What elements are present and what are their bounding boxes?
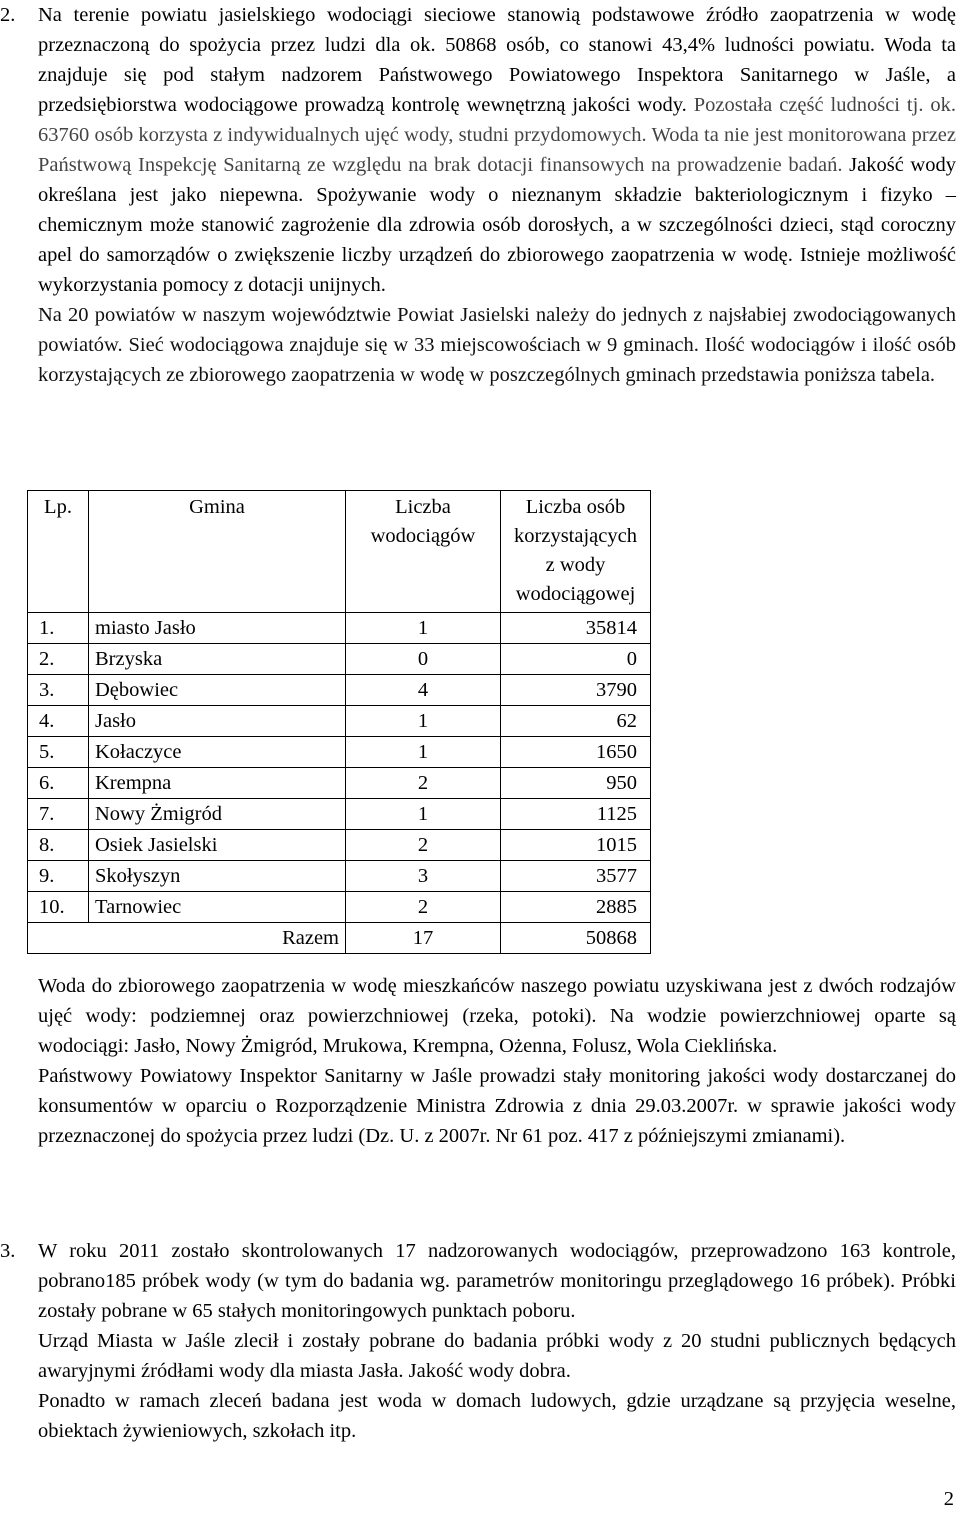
cell-lp: 7.: [28, 799, 89, 830]
paragraph: Urząd Miasta w Jaśle zlecił i zostały pobrane do badania próbki wody z 20 studni publicznych będących awaryjnymi źródłami wody dla miasta Jasła. Jakość wody dobra.: [38, 1330, 956, 1382]
header-liczba-wodociagow: Liczba wodociągów: [346, 491, 501, 613]
total-label: Razem: [28, 923, 346, 954]
cell-wodociagi: 1: [346, 706, 501, 737]
cell-lp: 8.: [28, 830, 89, 861]
cell-wodociagi: 1: [346, 737, 501, 768]
cell-wodociagi: 3: [346, 861, 501, 892]
paragraph-text: Jakość wody określana jest jako niepewna. Spożywanie wody o nieznanym składzie bakteriologicznym i fizyko –chemicznym może stanowić zagrożenie dla zdrowia osób dorosłych, a w szczególności dzieci, stąd coroczny apel do samorządów o zwiększenie liczby urządzeń do zbiorowego zaopatrzenia w wodę. Istnieje możliwość wykorzystania pomocy z dotacji unijnych.: [38, 154, 956, 296]
table-row: [28, 768, 651, 799]
cell-lp: 3.: [28, 675, 89, 706]
header-lp: Lp.: [28, 491, 89, 613]
cell-lp: 10.: [28, 892, 89, 923]
cell-gmina: Skołyszyn: [89, 861, 346, 892]
cell-osoby: 1015: [501, 830, 651, 861]
cell-wodociagi: 0: [346, 644, 501, 675]
header-gmina: Gmina: [89, 491, 346, 613]
section-number: 2.: [0, 4, 16, 26]
table-header-row: [28, 491, 651, 613]
table-row: [28, 613, 651, 644]
section-2-content: [38, 0, 956, 390]
paragraph: Ponadto w ramach zleceń badana jest woda w domach ludowych, gdzie urządzane są przyjęcia weselne, obiektach żywieniowych, szkołach itp.: [38, 1390, 956, 1442]
cell-osoby: 3577: [501, 861, 651, 892]
cell-osoby: 1650: [501, 737, 651, 768]
cell-lp: 2.: [28, 644, 89, 675]
table-row: [28, 737, 651, 768]
table-row: [28, 675, 651, 706]
paragraph-text: Na terenie powiatu jasielskiego wodociągi sieciowe stanowią podstawowe źródło zaopatrzenia w wodę przeznaczoną do spożycia przez ludzi dla ok. 50868 osób, co stanowi 43,4% ludności powiatu. Woda ta znajduje się pod stałym nadzorem Państwowego Powiatowego Inspektora Sanitarnego w Jaśle, a przedsiębiorstwa wodociągowe prowadzą kontrolę wewnętrzną jakości wody.: [38, 4, 956, 116]
cell-gmina: Osiek Jasielski: [89, 830, 346, 861]
paragraph-text: Pozostała część ludności tj. ok. 63760 osób korzysta z indywidualnych ujęć wody, studni przydomowych. Woda ta nie jest monitorowana przez Państwową Inspekcję Sanitarną ze względu na brak dotacji finansowych na prowadzenie badań.: [38, 94, 956, 176]
cell-wodociagi: 2: [346, 830, 501, 861]
cell-gmina: Kołaczyce: [89, 737, 346, 768]
cell-gmina: miasto Jasło: [89, 613, 346, 644]
table-row: [28, 830, 651, 861]
cell-lp: 4.: [28, 706, 89, 737]
paragraph: Państwowy Powiatowy Inspektor Sanitarny w Jaśle prowadzi stały monitoring jakości wody dostarczanej do konsumentów w oparciu o Rozporządzenie Ministra Zdrowia z dnia 29.03.2007r. w sprawie jakości wody przeznaczonej do spożycia przez ludzi (Dz. U. z 2007r. Nr 61 poz. 417 z późniejszymi zmianami).: [38, 1065, 956, 1147]
table-row: [28, 799, 651, 830]
cell-osoby: 62: [501, 706, 651, 737]
cell-osoby: 1125: [501, 799, 651, 830]
cell-lp: 9.: [28, 861, 89, 892]
cell-gmina: Nowy Żmigród: [89, 799, 346, 830]
paragraph: Na 20 powiatów w naszym województwie Powiat Jasielski należy do jednych z najsłabiej zwodociągowanych powiatów. Sieć wodociągowa znajduje się w 33 miejscowościach w 9 gminach. Ilość wodociągów i ilość osób korzystających ze zbiorowego zaopatrzenia w wodę w poszczególnych gminach przedstawia poniższa tabela.: [38, 304, 956, 386]
cell-osoby: 2885: [501, 892, 651, 923]
paragraph: [38, 0, 956, 300]
paragraph: W roku 2011 zostało skontrolowanych 17 nadzorowanych wodociągów, przeprowadzono 163 kontrole, pobrano185 próbek wody (w tym do badania wg. parametrów monitoringu przeglądowego 16 próbek). Próbki zostały pobrane w 65 stałych monitoringowych punktach poboru.: [38, 1240, 956, 1322]
cell-wodociagi: 1: [346, 799, 501, 830]
cell-wodociagi: 4: [346, 675, 501, 706]
page-number: 2: [943, 1488, 954, 1510]
cell-gmina: Dębowiec: [89, 675, 346, 706]
total-wodociagi: 17: [346, 923, 501, 954]
total-osoby: 50868: [501, 923, 651, 954]
cell-osoby: 3790: [501, 675, 651, 706]
header-liczba-osob: Liczba osób korzystających z wody wodociągowej: [501, 491, 651, 613]
cell-gmina: Brzyska: [89, 644, 346, 675]
cell-osoby: 35814: [501, 613, 651, 644]
section-3-content: [38, 1236, 956, 1446]
cell-gmina: Tarnowiec: [89, 892, 346, 923]
table-row: [28, 706, 651, 737]
cell-osoby: 950: [501, 768, 651, 799]
cell-gmina: Jasło: [89, 706, 346, 737]
table-total-row: [28, 923, 651, 954]
table-row: [28, 861, 651, 892]
table-row: [28, 644, 651, 675]
cell-wodociagi: 2: [346, 768, 501, 799]
cell-lp: 6.: [28, 768, 89, 799]
cell-lp: 5.: [28, 737, 89, 768]
paragraph: Woda do zbiorowego zaopatrzenia w wodę mieszkańców naszego powiatu uzyskiwana jest z dwóch rodzajów ujęć wody: podziemnej oraz powierzchniowej (rzeka, potoki). Na wodzie powierzchniowej oparte są wodociągi: Jasło, Nowy Żmigród, Mrukowa, Krempna, Ożenna, Folusz, Wola Cieklińska.: [38, 975, 956, 1057]
section-number: 3.: [0, 1240, 16, 1262]
cell-wodociagi: 1: [346, 613, 501, 644]
waterworks-table: [27, 490, 651, 954]
cell-osoby: 0: [501, 644, 651, 675]
table-row: [28, 892, 651, 923]
cell-wodociagi: 2: [346, 892, 501, 923]
cell-gmina: Krempna: [89, 768, 346, 799]
after-table-text: [38, 971, 956, 1151]
cell-lp: 1.: [28, 613, 89, 644]
